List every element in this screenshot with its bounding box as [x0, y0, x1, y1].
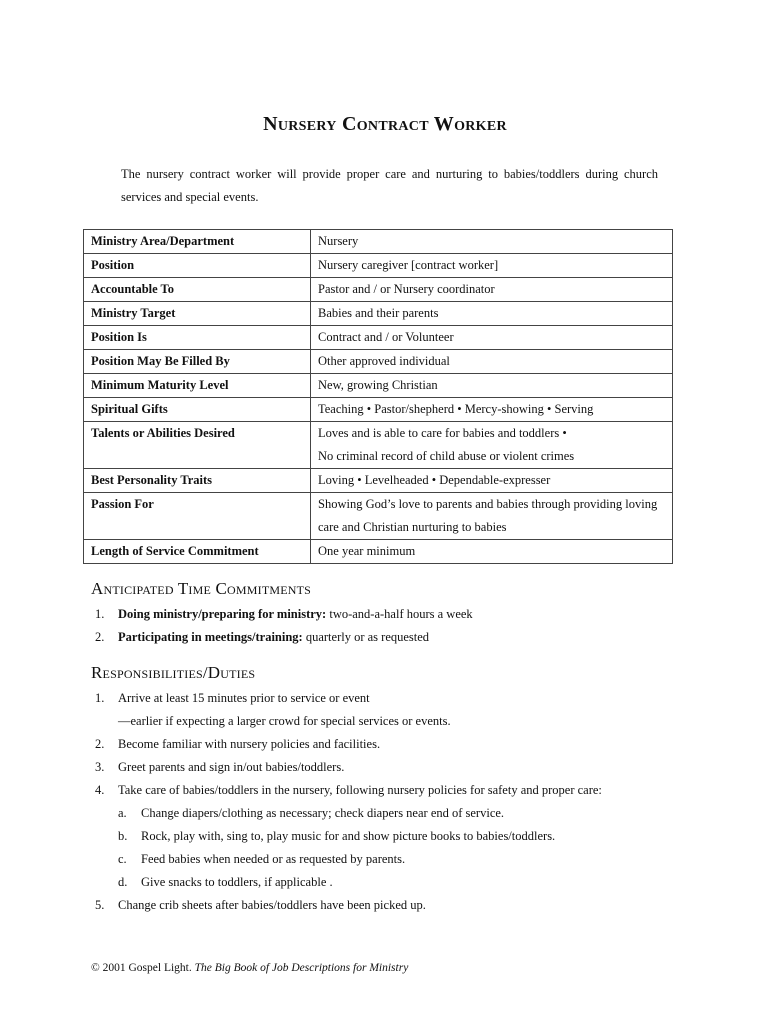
row-value	[311, 326, 673, 350]
row-value-line: One year minimum	[318, 544, 416, 558]
sublist-item: d. Give snacks to toddlers, if applicable .	[118, 875, 333, 889]
list-item: 2. Participating in meetings/training: quarterly or as requested	[95, 630, 430, 644]
row-value-line: care and Christian nurturing to babies	[318, 520, 507, 534]
book-title: The Big Book of Job Descriptions for Ministry	[194, 962, 409, 974]
sublist-item: b. Rock, play with, sing to, play music for and show picture books to babies/toddlers.	[118, 829, 556, 843]
row-value-line: Pastor and / or Nursery coordinator	[318, 282, 495, 296]
table-row	[84, 422, 673, 469]
row-label: Accountable To	[84, 278, 311, 302]
row-label: Ministry Target	[84, 302, 311, 326]
time-commitments-list	[91, 603, 691, 649]
list-item: 5. Change crib sheets after babies/toddlers have been picked up.	[95, 898, 426, 912]
responsibilities-heading: Responsibilities/Duties	[91, 663, 256, 682]
table-row	[84, 398, 673, 422]
table-row	[84, 326, 673, 350]
row-value	[311, 469, 673, 493]
row-value	[311, 422, 673, 469]
row-value-line: Other approved individual	[318, 354, 450, 368]
row-value-line: Contract and / or Volunteer	[318, 330, 454, 344]
sublist-item: c. Feed babies when needed or as requested by parents.	[118, 852, 406, 866]
list-item: 1. Arrive at least 15 minutes prior to service or event —earlier if expecting a larger crowd for special services or events.	[95, 691, 451, 728]
row-value-line: Loves and is able to care for babies and toddlers •	[318, 426, 567, 440]
care-sublist	[118, 802, 691, 894]
row-value	[311, 278, 673, 302]
row-value	[311, 302, 673, 326]
list-item: 2. Become familiar with nursery policies and facilities.	[95, 737, 381, 751]
row-label: Position	[84, 254, 311, 278]
row-label: Ministry Area/Department	[84, 230, 311, 254]
table-row	[84, 493, 673, 540]
sublist-item: a. Change diapers/clothing as necessary; check diapers near end of service.	[118, 806, 505, 820]
row-value-line: Babies and their parents	[318, 306, 439, 320]
row-label: Passion For	[84, 493, 311, 540]
row-value-line: Teaching • Pastor/shepherd • Mercy-showing • Serving	[318, 402, 594, 416]
row-label: Position Is	[84, 326, 311, 350]
row-value	[311, 350, 673, 374]
page-title: Nursery Contract Worker	[263, 113, 507, 135]
copyright-footer: © 2001 Gospel Light. The Big Book of Job Descriptions for Ministry	[91, 962, 409, 974]
row-value	[311, 230, 673, 254]
row-value	[311, 254, 673, 278]
row-label: Minimum Maturity Level	[84, 374, 311, 398]
responsibilities-list	[91, 687, 691, 917]
row-label: Talents or Abilities Desired	[84, 422, 311, 469]
row-label: Spiritual Gifts	[84, 398, 311, 422]
table-row	[84, 540, 673, 564]
row-value-line: Loving • Levelheaded • Dependable-expresser	[318, 473, 551, 487]
table-row	[84, 230, 673, 254]
list-item: 1. Doing ministry/preparing for ministry: two-and-a-half hours a week	[95, 607, 473, 621]
row-value	[311, 493, 673, 540]
row-value	[311, 374, 673, 398]
intro-paragraph: The nursery contract worker will provide proper care and nurturing to babies/toddlers during church services and special events.	[121, 167, 658, 204]
row-value-line: No criminal record of child abuse or violent crimes	[318, 449, 575, 463]
position-info-table	[83, 229, 673, 564]
row-label: Position May Be Filled By	[84, 350, 311, 374]
row-value-line: Nursery caregiver [contract worker]	[318, 258, 499, 272]
row-value-line: Showing God’s love to parents and babies through providing loving	[318, 497, 658, 511]
table-row	[84, 302, 673, 326]
row-label: Best Personality Traits	[84, 469, 311, 493]
row-value	[311, 398, 673, 422]
table-row	[84, 374, 673, 398]
row-value-line: New, growing Christian	[318, 378, 438, 392]
list-item: 4. Take care of babies/toddlers in the nursery, following nursery policies for safety and proper care: a. Change diapers/clothing as necessary; check diapers near end of service. b. Rock, play with, sing to, play music for and show picture books to babies/toddlers. c. Feed babies when needed or as requested by parents. d. Give snacks to toddlers, if applicable .	[91, 779, 691, 894]
time-commitments-heading: Anticipated Time Commitments	[91, 579, 312, 598]
row-value-line: Nursery	[318, 234, 359, 248]
table-row	[84, 254, 673, 278]
list-item: 3. Greet parents and sign in/out babies/toddlers.	[95, 760, 345, 774]
table-row	[84, 350, 673, 374]
row-value	[311, 540, 673, 564]
table-row	[84, 278, 673, 302]
row-label: Length of Service Commitment	[84, 540, 311, 564]
table-row	[84, 469, 673, 493]
